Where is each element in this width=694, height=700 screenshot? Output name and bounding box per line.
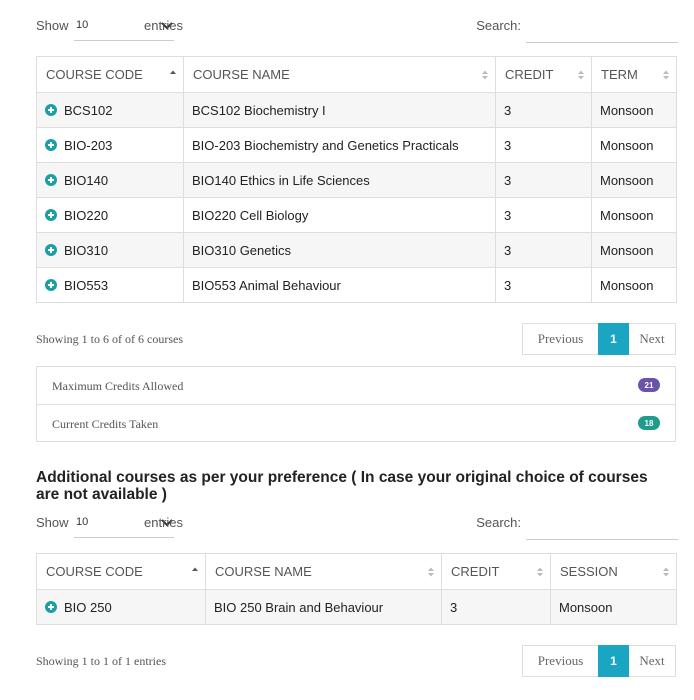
course-code: BIO 250 — [64, 599, 112, 615]
courses-table — [36, 56, 677, 303]
course-code-cell — [37, 128, 184, 163]
term-cell: Monsoon — [592, 128, 677, 163]
course-code: BCS102 — [64, 102, 113, 118]
course-code-cell — [37, 590, 206, 625]
column-header-label: TERM — [601, 67, 638, 82]
max-credits-badge: 21 — [638, 378, 660, 392]
column-header-label: CREDIT — [451, 564, 500, 579]
column-header-label: COURSE CODE — [46, 67, 143, 82]
plus-circle-icon[interactable] — [45, 174, 57, 186]
column-header-label: SESSION — [560, 564, 618, 579]
column-header-term[interactable] — [592, 57, 677, 93]
course-code: BIO310 — [64, 242, 109, 258]
sort-icon — [427, 566, 435, 578]
search-input[interactable] — [526, 13, 678, 43]
current-credits-label: Current Credits Taken — [52, 417, 159, 431]
pagination — [523, 645, 676, 677]
next-button[interactable]: Next — [628, 323, 676, 355]
current-credits-badge: 18 — [638, 416, 660, 430]
column-header-label: COURSE NAME — [193, 67, 290, 82]
sort-icon — [662, 69, 670, 81]
search-label: Search: — [476, 515, 521, 530]
pagination — [523, 323, 676, 355]
entries-length-value: 10 — [76, 516, 89, 528]
column-header-session[interactable] — [551, 554, 677, 590]
table1-controls — [36, 11, 678, 43]
next-button[interactable]: Next — [628, 645, 676, 677]
table-row — [37, 93, 677, 128]
column-header-label: COURSE NAME — [215, 564, 312, 579]
course-code-cell — [37, 93, 184, 128]
credit-cell: 3 — [496, 163, 592, 198]
page-1-button[interactable]: 1 — [598, 323, 629, 355]
column-header-course-name[interactable] — [184, 57, 496, 93]
table-row — [37, 590, 677, 625]
credit-cell: 3 — [496, 93, 592, 128]
course-code: BIO-203 — [64, 137, 113, 153]
column-header-credit[interactable] — [496, 57, 592, 93]
course-code-cell — [37, 198, 184, 233]
column-header-label: CREDIT — [505, 67, 554, 82]
table-header-row — [37, 554, 677, 590]
column-header-course-code[interactable] — [37, 57, 184, 93]
table-header-row — [37, 57, 677, 93]
additional-courses-heading: Additional courses as per your preference ( In case your original choice of courses are not available ) — [36, 469, 648, 503]
table-info: Showing 1 to 6 of of 6 courses — [36, 332, 183, 346]
search-label: Search: — [476, 18, 521, 33]
course-name-cell: BIO220 Cell Biology — [184, 198, 496, 233]
page-1-button[interactable]: 1 — [598, 645, 629, 677]
current-credits-row — [37, 404, 675, 441]
course-name-cell: BIO-203 Biochemistry and Genetics Practicals — [184, 128, 496, 163]
sort-asc-icon — [169, 69, 177, 81]
show-label: Show — [36, 515, 69, 530]
show-label: Show — [36, 18, 69, 33]
search-input[interactable] — [526, 510, 678, 540]
course-code: BIO220 — [64, 207, 109, 223]
term-cell: Monsoon — [592, 198, 677, 233]
course-name-cell: BCS102 Biochemistry I — [184, 93, 496, 128]
plus-circle-icon[interactable] — [45, 279, 57, 291]
plus-circle-icon[interactable] — [45, 601, 57, 613]
credit-cell: 3 — [496, 198, 592, 233]
course-code-cell — [37, 268, 184, 303]
term-cell: Monsoon — [592, 233, 677, 268]
table-info: Showing 1 to 1 of 1 entries — [36, 654, 166, 668]
sort-icon — [536, 566, 544, 578]
course-code-cell — [37, 163, 184, 198]
max-credits-row — [37, 367, 675, 404]
previous-button[interactable]: Previous — [522, 645, 599, 677]
course-code: BIO553 — [64, 277, 109, 293]
credit-cell: 3 — [442, 590, 551, 625]
column-header-label: COURSE CODE — [46, 564, 143, 579]
previous-button[interactable]: Previous — [522, 323, 599, 355]
column-header-course-code[interactable] — [37, 554, 206, 590]
column-header-course-name[interactable] — [206, 554, 442, 590]
course-name-cell: BIO553 Animal Behaviour — [184, 268, 496, 303]
credits-summary — [36, 366, 676, 442]
credit-cell: 3 — [496, 268, 592, 303]
entries-label: entries — [144, 515, 184, 530]
plus-circle-icon[interactable] — [45, 244, 57, 256]
course-name-cell: BIO 250 Brain and Behaviour — [206, 590, 442, 625]
course-name-cell: BIO310 Genetics — [184, 233, 496, 268]
plus-circle-icon[interactable] — [45, 139, 57, 151]
table-row — [37, 268, 677, 303]
entries-label: entries — [144, 18, 184, 33]
table-row — [37, 198, 677, 233]
table-row — [37, 128, 677, 163]
credit-cell: 3 — [496, 233, 592, 268]
table-row — [37, 163, 677, 198]
course-name-cell: BIO140 Ethics in Life Sciences — [184, 163, 496, 198]
credit-cell: 3 — [496, 128, 592, 163]
table2-controls — [36, 508, 678, 540]
term-cell: Monsoon — [592, 93, 677, 128]
sort-icon — [481, 69, 489, 81]
additional-courses-table — [36, 553, 677, 625]
course-code: BIO140 — [64, 172, 109, 188]
entries-length-value: 10 — [76, 19, 89, 31]
course-code-cell — [37, 233, 184, 268]
session-cell: Monsoon — [551, 590, 677, 625]
table-row — [37, 233, 677, 268]
sort-icon — [577, 69, 585, 81]
column-header-credit[interactable] — [442, 554, 551, 590]
sort-icon — [662, 566, 670, 578]
term-cell: Monsoon — [592, 268, 677, 303]
sort-asc-icon — [191, 566, 199, 578]
plus-circle-icon[interactable] — [45, 209, 57, 221]
plus-circle-icon[interactable] — [45, 104, 57, 116]
term-cell: Monsoon — [592, 163, 677, 198]
max-credits-label: Maximum Credits Allowed — [52, 379, 184, 393]
